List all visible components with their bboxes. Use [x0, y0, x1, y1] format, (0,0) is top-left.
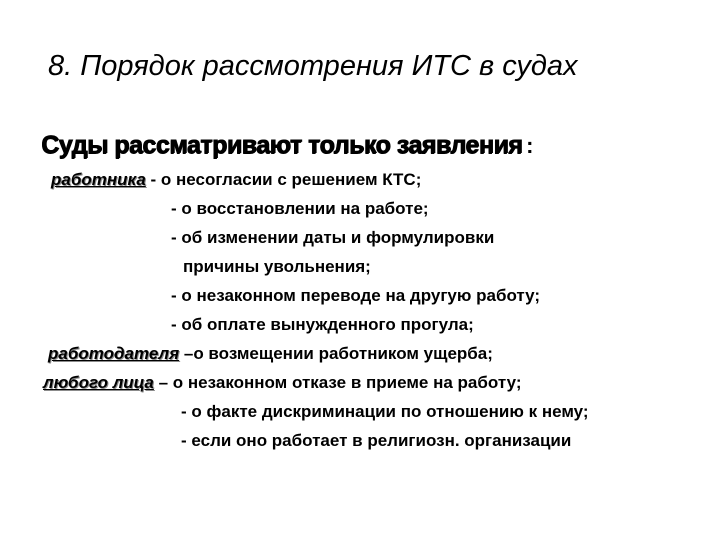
list-line-worker-6: - об оплате вынужденного прогула;: [171, 315, 474, 334]
list-line-worker-4: причины увольнения;: [183, 257, 371, 276]
list-item-text: – о незаконном отказе в приеме на работу;: [158, 373, 522, 392]
list-item-text: - о несогласии с решением КТС;: [150, 170, 422, 189]
list-line-anyone-1: [43, 373, 522, 393]
party-label-employer: работодателя: [48, 344, 180, 363]
subtitle-text: Суды рассматривают только заявления: [41, 131, 523, 159]
list-line-worker-5: - о незаконном переводе на другую работу;: [171, 286, 541, 305]
party-label-worker: работника: [51, 170, 146, 189]
list-item-text: –о возмещении работником ущерба;: [183, 344, 493, 363]
slide-title: 8. Порядок рассмотрения ИТС в судах: [48, 50, 578, 82]
list-line-anyone-2: - о факте дискриминации по отношению к нему;: [181, 402, 589, 421]
list-line-worker-2: - о восстановлении на работе;: [171, 199, 429, 218]
list-line-worker-1: [51, 170, 421, 190]
list-line-worker-3: - об изменении даты и формулировки: [171, 228, 495, 247]
list-line-anyone-3: - если оно работает в религиозн. организации: [181, 431, 572, 450]
slide-subtitle: [41, 131, 533, 160]
party-label-anyone: любого лица: [43, 373, 154, 392]
subtitle-colon: :: [526, 133, 534, 158]
list-line-employer-1: [48, 344, 493, 364]
